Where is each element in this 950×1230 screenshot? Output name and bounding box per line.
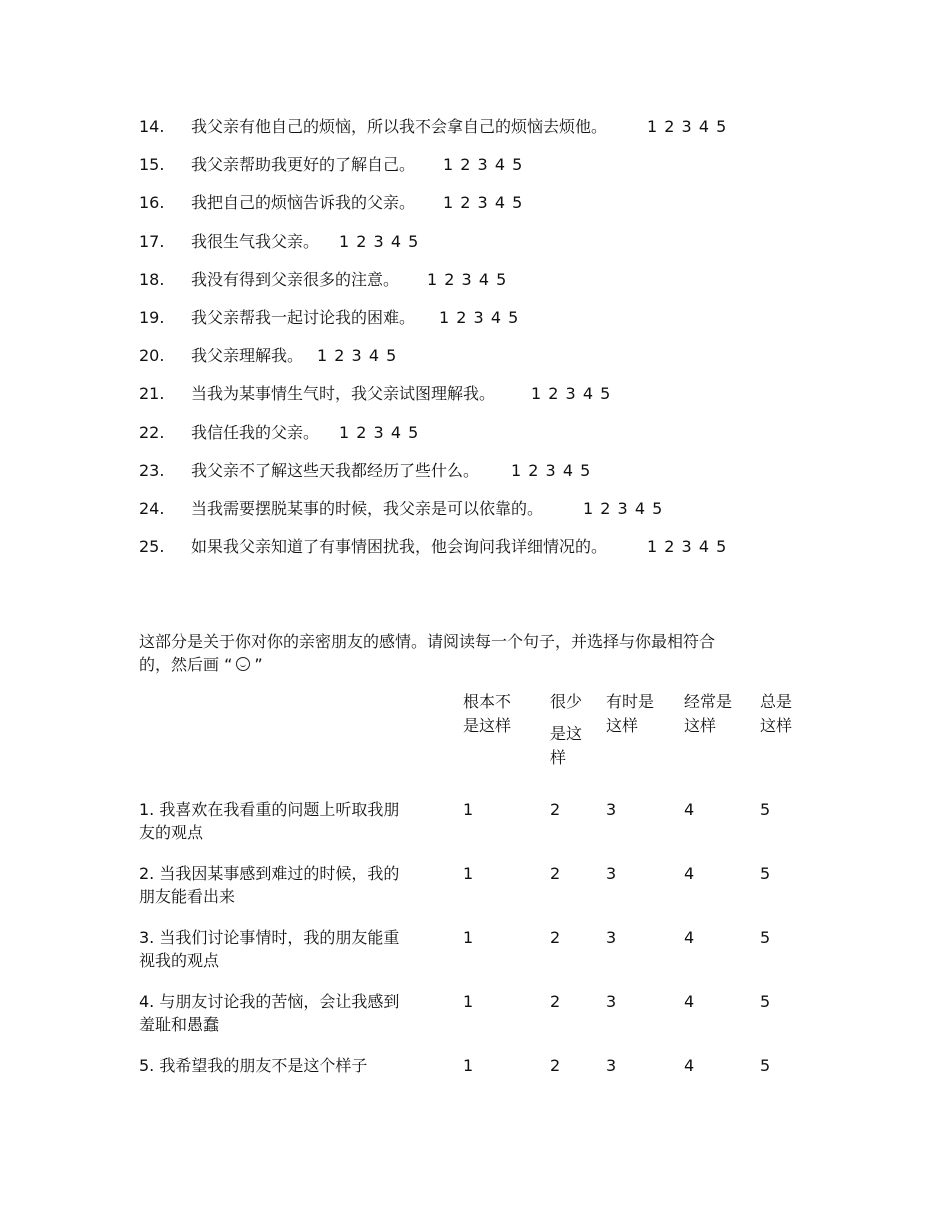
option-4[interactable]: 4: [684, 864, 695, 883]
item-number: 24.: [139, 498, 165, 518]
header-never-line: 根本不: [463, 692, 512, 711]
option-5[interactable]: 5: [760, 1056, 771, 1075]
question-text: [139, 862, 431, 908]
question-line: 朋友能看出来: [139, 887, 236, 906]
item-number: 23.: [139, 460, 165, 480]
question-line: 2. 当我因某事感到难过的时候，我的: [139, 864, 400, 883]
question-line: 4. 与朋友讨论我的苦恼，会让我感到: [139, 992, 400, 1011]
rating-scale[interactable]: 1 2 3 4 5: [339, 422, 420, 442]
table-row: [139, 862, 819, 926]
option-5[interactable]: 5: [760, 800, 771, 819]
item-text: 我信任我的父亲。: [191, 422, 320, 442]
question-line: 3. 当我们讨论事情时，我的朋友能重: [139, 928, 400, 947]
item-text: 当我为某事情生气时，我父亲试图理解我。: [191, 384, 496, 404]
rating-scale[interactable]: 1 2 3 4 5: [647, 537, 728, 557]
option-1[interactable]: 1: [463, 864, 474, 883]
header-always: [760, 690, 804, 738]
list-item: [139, 268, 839, 306]
rating-scale[interactable]: 1 2 3 4 5: [531, 384, 612, 404]
father-items-list: [139, 115, 839, 573]
table-row: [139, 990, 819, 1054]
item-text: 我把自己的烦恼告诉我的父亲。: [191, 193, 416, 213]
header-never-line: 是这样: [463, 716, 512, 735]
table-row: [139, 1054, 819, 1118]
header-often-line: 这样: [684, 716, 717, 735]
friend-scale-table: [139, 690, 819, 1118]
item-number: 20.: [139, 346, 165, 366]
item-text: 我父亲帮助我更好的了解自己。: [191, 155, 416, 175]
option-1[interactable]: 1: [463, 992, 474, 1011]
item-text: 我没有得到父亲很多的注意。: [191, 269, 400, 289]
rating-scale[interactable]: 1 2 3 4 5: [583, 498, 664, 518]
option-1[interactable]: 1: [463, 928, 474, 947]
instructions-line-1: 这部分是关于你对你的亲密朋友的感情。请阅读每一个句子，并选择与你最相符合: [139, 632, 716, 651]
item-number: 22.: [139, 422, 165, 442]
option-2[interactable]: 2: [550, 864, 561, 883]
header-often: [684, 690, 744, 738]
header-rarely: [550, 690, 590, 770]
item-number: 17.: [139, 231, 165, 251]
option-1[interactable]: 1: [463, 1056, 474, 1075]
question-line: 羞耻和愚蠢: [139, 1015, 220, 1034]
item-number: 18.: [139, 269, 165, 289]
header-always-line: 这样: [760, 716, 793, 735]
table-row: [139, 798, 819, 862]
option-3[interactable]: 3: [606, 864, 617, 883]
list-item: [139, 153, 839, 191]
header-sometimes-line: 这样: [606, 716, 639, 735]
table-row: [139, 926, 819, 990]
item-number: 14.: [139, 117, 165, 136]
option-2[interactable]: 2: [550, 800, 561, 819]
item-text: 我父亲有他自己的烦恼，所以我不会拿自己的烦恼去烦他。: [191, 117, 608, 136]
rating-scale[interactable]: 1 2 3 4 5: [443, 193, 524, 213]
header-never: [463, 690, 527, 738]
rating-scale[interactable]: 1 2 3 4 5: [443, 155, 524, 175]
option-3[interactable]: 3: [606, 1056, 617, 1075]
item-text: 我父亲不了解这些天我都经历了些什么。: [191, 460, 480, 480]
option-5[interactable]: 5: [760, 992, 771, 1011]
question-line: 视我的观点: [139, 951, 220, 970]
list-item: [139, 344, 839, 382]
header-always-line: 总是: [760, 692, 793, 711]
option-5[interactable]: 5: [760, 928, 771, 947]
header-gap: [550, 714, 590, 722]
smiley-icon: [236, 657, 250, 671]
item-text: 我父亲帮我一起讨论我的困难。: [191, 307, 416, 327]
rating-scale[interactable]: 1 2 3 4 5: [339, 231, 420, 251]
option-4[interactable]: 4: [684, 800, 695, 819]
list-item: [139, 115, 839, 153]
question-line: 5. 我希望我的朋友不是这个样子: [139, 1056, 368, 1075]
option-4[interactable]: 4: [684, 1056, 695, 1075]
option-5[interactable]: 5: [760, 864, 771, 883]
instructions-line-2-text: 的，然后画 “: [139, 655, 233, 674]
header-sometimes: [606, 690, 666, 738]
option-4[interactable]: 4: [684, 928, 695, 947]
item-text: 如果我父亲知道了有事情困扰我，他会询问我详细情况的。: [191, 537, 608, 557]
list-item: [139, 306, 839, 344]
list-item: [139, 382, 839, 420]
header-rarely-line: 样: [550, 748, 567, 767]
question-line: 1. 我喜欢在我看重的问题上听取我朋: [139, 800, 400, 819]
question-text: [139, 926, 431, 972]
option-1[interactable]: 1: [463, 800, 474, 819]
option-4[interactable]: 4: [684, 992, 695, 1011]
list-item: [139, 459, 839, 497]
question-text: [139, 1054, 431, 1077]
item-text: 我很生气我父亲。: [191, 231, 320, 251]
item-number: 16.: [139, 193, 165, 213]
item-number: 25.: [139, 537, 165, 557]
rating-scale[interactable]: 1 2 3 4 5: [511, 460, 592, 480]
rating-scale[interactable]: 1 2 3 4 5: [647, 117, 728, 136]
rating-scale[interactable]: 1 2 3 4 5: [317, 346, 398, 366]
section-instructions: [139, 630, 779, 676]
item-number: 19.: [139, 307, 165, 327]
list-item: [139, 191, 839, 229]
option-2[interactable]: 2: [550, 992, 561, 1011]
option-3[interactable]: 3: [606, 928, 617, 947]
instructions-line-2: [139, 653, 779, 676]
header-sometimes-line: 有时是: [606, 692, 655, 711]
header-often-line: 经常是: [684, 692, 733, 711]
option-3[interactable]: 3: [606, 992, 617, 1011]
item-number: 15.: [139, 155, 165, 175]
list-item: [139, 535, 839, 573]
rating-scale[interactable]: 1 2 3 4 5: [439, 307, 520, 327]
closing-quote: ”: [254, 655, 263, 674]
option-2[interactable]: 2: [550, 928, 561, 947]
header-rarely-line: 很少: [550, 692, 583, 711]
item-text: 当我需要摆脱某事的时候，我父亲是可以依靠的。: [191, 498, 544, 518]
list-item: [139, 230, 839, 268]
rating-scale[interactable]: 1 2 3 4 5: [427, 269, 508, 289]
question-text: [139, 990, 431, 1036]
question-text: [139, 798, 431, 844]
table-header-row: [139, 690, 819, 798]
item-number: 21.: [139, 384, 165, 404]
question-line: 友的观点: [139, 823, 204, 842]
header-rarely-line: 是这: [550, 724, 583, 743]
option-2[interactable]: 2: [550, 1056, 561, 1075]
option-3[interactable]: 3: [606, 800, 617, 819]
list-item: [139, 497, 839, 535]
list-item: [139, 421, 839, 459]
item-text: 我父亲理解我。: [191, 346, 304, 366]
